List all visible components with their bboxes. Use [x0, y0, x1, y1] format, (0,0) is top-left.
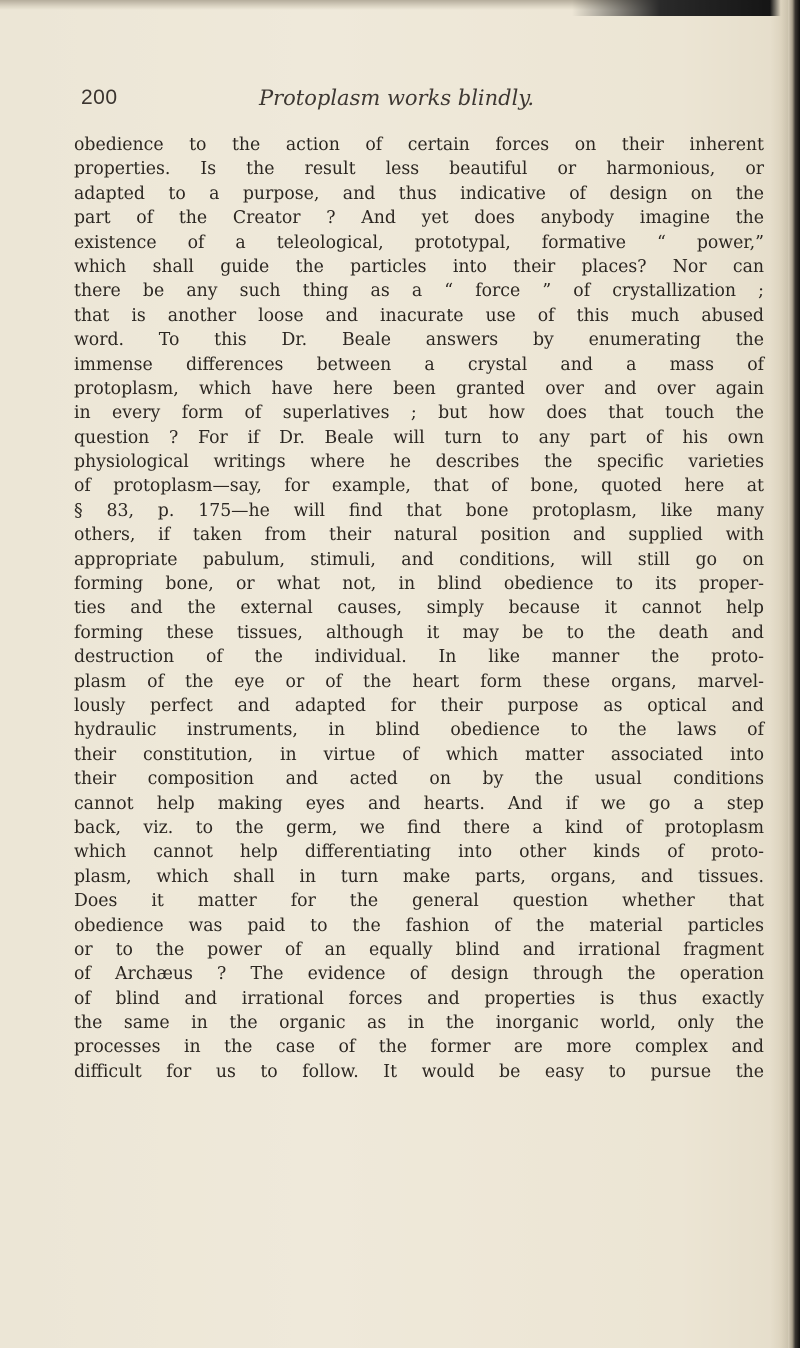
text-line: processes in the case of the former are more complex and — [74, 1037, 764, 1058]
text-line: their composition and acted on by the usual conditions — [74, 769, 764, 790]
text-line: ties and the external causes, simply because it cannot help — [74, 598, 764, 619]
text-line: difficult for us to follow. It would be easy to pursue the — [74, 1061, 764, 1082]
text-line: that is another loose and inacurate use of this much abused — [74, 305, 764, 326]
text-line: plasm of the eye or of the heart form these organs, marvel- — [74, 671, 764, 692]
text-line: word. To this Dr. Beale answers by enumerating the — [74, 330, 764, 351]
text-line: question ? For if Dr. Beale will turn to any part of his own — [74, 427, 764, 448]
text-line: destruction of the individual. In like manner the proto- — [74, 647, 764, 668]
text-line: which cannot help differentiating into other kinds of proto- — [74, 842, 764, 863]
text-line: back, viz. to the germ, we find there a kind of protoplasm — [74, 817, 764, 838]
text-line: part of the Creator ? And yet does anybody imagine the — [74, 208, 764, 229]
text-line: obedience to the action of certain forces on their inherent — [74, 135, 764, 155]
text-line: plasm, which shall in turn make parts, organs, and tissues. — [74, 866, 764, 887]
text-line: immense differences between a crystal and a mass of — [74, 354, 764, 375]
text-line: obedience was paid to the fashion of the material particles — [74, 915, 764, 936]
text-line: adapted to a purpose, and thus indicative of design on the — [74, 183, 764, 204]
page-number: 200 — [81, 86, 118, 109]
page-right-edge — [788, 0, 800, 1348]
text-line: Does it matter for the general question whether that — [74, 891, 764, 912]
body-text — [74, 133, 764, 1084]
running-head: Protoplasm works blindly. — [259, 86, 535, 110]
text-line: physiological writings where he describes the specific varieties — [74, 452, 764, 473]
text-line: § 83, p. 175—he will find that bone protoplasm, like many — [74, 500, 764, 521]
text-line: lously perfect and adapted for their purpose as optical and — [74, 695, 764, 716]
text-line: or to the power of an equally blind and irrational fragment — [74, 939, 764, 960]
text-line: appropriate pabulum, stimuli, and conditions, will still go on — [74, 549, 764, 570]
text-line: cannot help making eyes and hearts. And if we go a step — [74, 793, 764, 814]
text-line: properties. Is the result less beautiful or harmonious, or — [74, 159, 764, 180]
text-line: hydraulic instruments, in blind obedience to the laws of — [74, 720, 764, 741]
text-line: of Archæus ? The evidence of design through the operation — [74, 964, 764, 985]
text-line: the same in the organic as in the inorganic world, only the — [74, 1013, 764, 1034]
text-line: which shall guide the particles into their places? Nor can — [74, 256, 764, 277]
text-line: their constitution, in virtue of which matter associated into — [74, 744, 764, 765]
text-line: others, if taken from their natural position and supplied with — [74, 525, 764, 546]
text-line: in every form of superlatives ; but how does that touch the — [74, 403, 764, 424]
text-line: of blind and irrational forces and properties is thus exactly — [74, 988, 764, 1009]
text-line: forming bone, or what not, in blind obedience to its proper- — [74, 574, 764, 595]
text-line: protoplasm, which have here been granted over and over again — [74, 378, 764, 399]
text-line: forming these tissues, although it may be to the death and — [74, 622, 764, 643]
page-gutter-shadow — [770, 0, 788, 1348]
scan-top-dark-bar — [572, 0, 792, 16]
page-header — [81, 86, 771, 120]
text-line: existence of a teleological, prototypal, formative “ power,” — [74, 232, 764, 253]
text-line: there be any such thing as a “ force ” of crystallization ; — [74, 281, 764, 302]
text-line: of protoplasm—say, for example, that of bone, quoted here at — [74, 476, 764, 497]
